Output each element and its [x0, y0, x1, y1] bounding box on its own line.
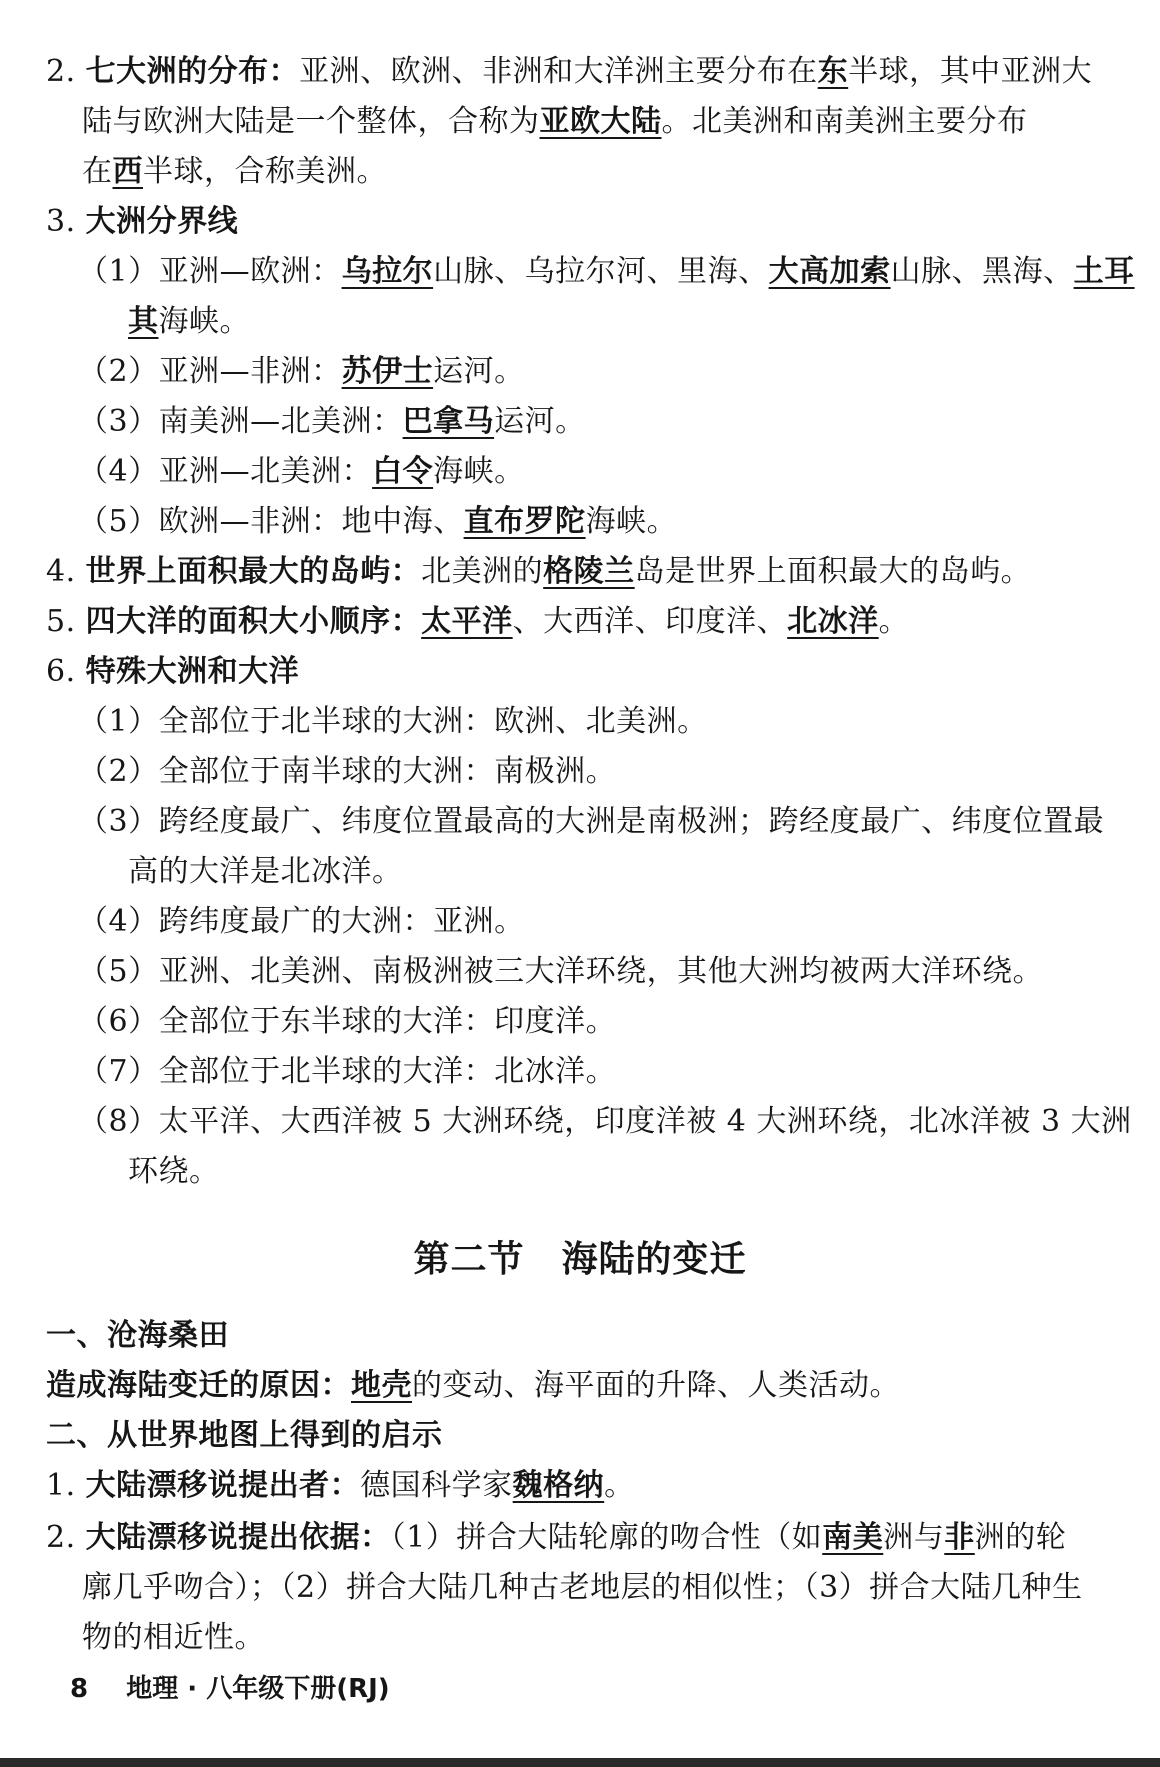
- sub-label: （3）南美洲—北美洲：: [78, 404, 403, 439]
- item-6-sub-6: （6）全部位于东半球的大洋：印度洋。: [78, 1004, 617, 1039]
- sub-label: （5）欧洲—非洲：: [78, 504, 342, 539]
- answer-underlined: 格陵兰: [543, 554, 635, 589]
- answer-underlined: 大高加索: [768, 254, 891, 289]
- text: 运河。: [494, 404, 586, 439]
- text: 陆与欧洲大陆是一个整体，合称为: [82, 104, 540, 139]
- text: （1）拼合大陆轮廓的吻合性（如: [390, 1520, 823, 1555]
- text: 地中海、: [341, 504, 464, 539]
- answer-underlined: 东: [817, 54, 849, 89]
- text: 北美洲的: [421, 554, 544, 589]
- item-6-sub-5: （5）亚洲、北美洲、南极洲被三大洋环绕，其他大洲均被两大洋环绕。: [78, 954, 1044, 989]
- answer-underlined: 乌拉尔: [341, 254, 434, 289]
- text: 海峡。: [433, 454, 525, 489]
- item-5: [46, 602, 909, 642]
- part-2-item-2-line-2: 廓几乎吻合）；（2）拼合大陆几种古老地层的相似性；（3）拼合大陆几种生: [82, 1570, 1083, 1605]
- item-heading: 四大洋的面积大小顺序：: [85, 604, 422, 639]
- part-2-item-2: [46, 1518, 1066, 1558]
- text: 运河。: [433, 354, 525, 389]
- answer-underlined: 太平洋: [421, 604, 513, 639]
- part-2-item-1: [46, 1466, 635, 1506]
- item-4: [46, 552, 1031, 592]
- item-heading: 世界上面积最大的岛屿：: [85, 554, 422, 589]
- item-6-sub-1: （1）全部位于北半球的大洲：欧洲、北美洲。: [78, 704, 708, 739]
- item-heading: 七大洲的分布：: [85, 54, 300, 89]
- item-6-sub-7: （7）全部位于北半球的大洋：北冰洋。: [78, 1054, 617, 1089]
- item-3-sub-5: [78, 502, 677, 542]
- answer-underlined: 南美: [822, 1520, 884, 1555]
- answer-underlined: 苏伊士: [341, 354, 434, 389]
- item-number: 5.: [46, 604, 76, 639]
- item-3-sub-1: [78, 252, 1135, 292]
- section-title: 第二节 海陆的变迁: [413, 1238, 747, 1280]
- sub-label: （4）亚洲—北美洲：: [78, 454, 373, 489]
- text: 。北美洲和南美洲主要分布: [661, 104, 1028, 139]
- text: 山脉、乌拉尔河、里海、: [433, 254, 769, 289]
- answer-underlined: 非: [944, 1520, 975, 1555]
- answer-underlined: 亚欧大陆: [539, 104, 662, 139]
- page-footer: [70, 1672, 390, 1706]
- item-3-heading: [46, 202, 238, 242]
- text: 。: [878, 604, 910, 639]
- part-1-text: [46, 1366, 900, 1406]
- item-6-sub-2: （2）全部位于南半球的大洲：南极洲。: [78, 754, 617, 789]
- item-heading: 造成海陆变迁的原因：: [46, 1368, 351, 1403]
- part-1-heading: 一、沧海桑田: [46, 1318, 229, 1353]
- item-3-sub-2: [78, 352, 525, 392]
- page-number: 8: [70, 1674, 89, 1704]
- part-2-heading: 二、从世界地图上得到的启示: [46, 1418, 443, 1453]
- item-3-sub-1-cont: [128, 302, 250, 342]
- text: 的变动、海平面的升降、人类活动。: [412, 1368, 900, 1403]
- text: 。: [604, 1468, 635, 1503]
- answer-underlined: 其: [128, 304, 159, 339]
- text: 洲与: [883, 1520, 945, 1555]
- item-6-heading: [46, 652, 299, 692]
- text: 、大西洋、印度洋、: [512, 604, 788, 639]
- text: 山脉、黑海、: [890, 254, 1074, 289]
- item-6-sub-8: （8）太平洋、大西洋被 5 大洲环绕，印度洋被 4 大洲环绕，北冰洋被 3 大洲: [78, 1104, 1132, 1139]
- item-6-sub-4: （4）跨纬度最广的大洲：亚洲。: [78, 904, 525, 939]
- item-6-sub-8-cont: 环绕。: [128, 1154, 220, 1189]
- answer-underlined: 白令: [372, 454, 434, 489]
- item-2-line-2: [82, 102, 1028, 142]
- bottom-edge-bar: [0, 1758, 1160, 1767]
- item-number: 3.: [46, 204, 76, 239]
- text: 海峡。: [585, 504, 678, 539]
- answer-underlined: 地壳: [351, 1368, 412, 1403]
- item-number: 2.: [46, 1520, 76, 1555]
- answer-underlined: 巴拿马: [402, 404, 495, 439]
- sub-label: （2）亚洲—非洲：: [78, 354, 342, 389]
- sub-label: （1）亚洲—欧洲：: [78, 254, 342, 289]
- item-number: 6.: [46, 654, 76, 689]
- text: 半球，其中亚洲大: [848, 54, 1093, 89]
- answer-underlined: 直布罗陀: [463, 504, 586, 539]
- text: 洲的轮: [974, 1520, 1067, 1555]
- text: 岛是世界上面积最大的岛屿。: [634, 554, 1032, 589]
- answer-underlined: 北冰洋: [787, 604, 879, 639]
- answer-underlined: 土耳: [1073, 254, 1135, 289]
- item-3-sub-4: [78, 452, 525, 492]
- text: 亚洲、欧洲、非洲和大洋洲主要分布在: [299, 54, 818, 89]
- part-2-item-2-line-3: 物的相近性。: [82, 1620, 265, 1655]
- item-heading: 大陆漂移说提出者：: [85, 1468, 361, 1503]
- text: 海峡。: [158, 304, 250, 339]
- book-title: 地理 · 八年级下册(RJ): [126, 1674, 390, 1704]
- item-2-line-3: [82, 152, 387, 192]
- item-number: 1.: [46, 1468, 76, 1503]
- answer-underlined: 西: [112, 154, 143, 189]
- item-6-sub-3: （3）跨经度最广、纬度位置最高的大洲是南极洲；跨经度最广、纬度位置最: [78, 804, 1105, 839]
- item-6-sub-3-cont: 高的大洋是北冰洋。: [128, 854, 403, 889]
- text: 半球，合称美洲。: [143, 154, 387, 189]
- item-heading: 特殊大洲和大洋: [85, 654, 300, 689]
- text: 德国科学家: [360, 1468, 513, 1503]
- item-3-sub-3: [78, 402, 586, 442]
- item-number: 2.: [46, 54, 76, 89]
- answer-underlined: 魏格纳: [512, 1468, 605, 1503]
- item-heading: 大洲分界线: [85, 204, 239, 239]
- text: 在: [82, 154, 113, 189]
- item-number: 4.: [46, 554, 76, 589]
- item-2-line-1: [46, 52, 1092, 92]
- item-heading: 大陆漂移说提出依据：: [85, 1520, 391, 1555]
